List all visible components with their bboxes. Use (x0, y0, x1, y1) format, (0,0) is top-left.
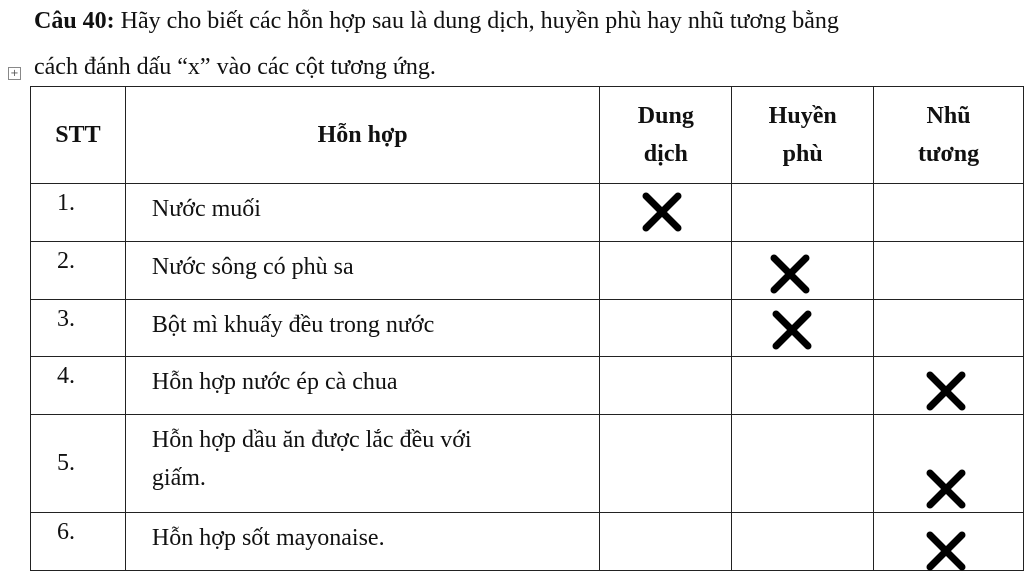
table-row (31, 513, 1024, 571)
x-mark-icon (924, 467, 968, 511)
cell-solution[interactable] (600, 415, 732, 513)
row-mixture-name (125, 415, 599, 513)
table-row (31, 415, 1024, 513)
cell-emulsion[interactable] (874, 242, 1024, 300)
cell-emulsion[interactable] (874, 415, 1024, 513)
cell-solution[interactable] (600, 300, 732, 357)
header-suspension (732, 87, 874, 184)
row-mixture-name: Hỗn hợp nước ép cà chua (125, 357, 599, 415)
cell-solution[interactable] (600, 184, 732, 242)
cell-emulsion[interactable] (874, 184, 1024, 242)
x-mark-icon (768, 252, 812, 296)
table-row (31, 242, 1024, 300)
question-text-line-2: cách đánh dấu “x” vào các cột tương ứng. (34, 54, 436, 80)
header-suspension-line-1: Huyền (768, 103, 837, 129)
header-suspension-line-2: phù (782, 141, 823, 167)
header-emulsion (874, 87, 1024, 184)
question-line-1 (34, 6, 839, 36)
row-stt: 3. (31, 300, 126, 357)
row-mixture-name: Bột mì khuấy đều trong nước (125, 300, 599, 357)
table-move-icon[interactable]: + (8, 67, 21, 80)
cell-suspension[interactable] (732, 184, 874, 242)
header-emulsion-line-2: tương (918, 141, 980, 167)
header-solution-line-2: dịch (643, 141, 688, 167)
header-mixture: Hỗn hợp (125, 87, 599, 184)
row-stt: 2. (31, 242, 126, 300)
row-stt: 1. (31, 184, 126, 242)
question-text-line-1: Hãy cho biết các hỗn hợp sau là dung dịch, huyền phù hay nhũ tương bằng (114, 8, 839, 34)
table-row (31, 300, 1024, 357)
cell-suspension[interactable] (732, 513, 874, 571)
cell-solution[interactable] (600, 242, 732, 300)
cell-suspension[interactable] (732, 300, 874, 357)
cell-emulsion[interactable] (874, 357, 1024, 415)
x-mark-icon (924, 529, 968, 573)
row-mixture-name: Hỗn hợp sốt mayonaise. (125, 513, 599, 571)
question-label: Câu 40: (34, 8, 115, 34)
header-emulsion-line-1: Nhũ (926, 103, 971, 129)
x-mark-icon (770, 308, 814, 352)
cell-solution[interactable] (600, 357, 732, 415)
header-solution (600, 87, 732, 184)
row-stt: 4. (31, 357, 126, 415)
row-mixture-name-line-1: Hỗn hợp dầu ăn được lắc đều với (151, 427, 472, 453)
cell-suspension[interactable] (732, 415, 874, 513)
row-stt: 5. (31, 415, 126, 513)
header-solution-line-1: Dung (637, 103, 694, 129)
cell-emulsion[interactable] (874, 300, 1024, 357)
row-mixture-name: Nước sông có phù sa (125, 242, 599, 300)
mixture-table (30, 86, 1024, 571)
row-stt: 6. (31, 513, 126, 571)
table-header-row (31, 87, 1024, 184)
cell-suspension[interactable] (732, 357, 874, 415)
header-stt: STT (31, 87, 126, 184)
x-mark-icon (640, 190, 684, 234)
table-row (31, 184, 1024, 242)
x-mark-icon (924, 369, 968, 413)
cell-suspension[interactable] (732, 242, 874, 300)
row-mixture-name: Nước muối (125, 184, 599, 242)
cell-emulsion[interactable] (874, 513, 1024, 571)
row-mixture-name-line-2: giấm. (151, 465, 206, 491)
cell-solution[interactable] (600, 513, 732, 571)
table-row (31, 357, 1024, 415)
